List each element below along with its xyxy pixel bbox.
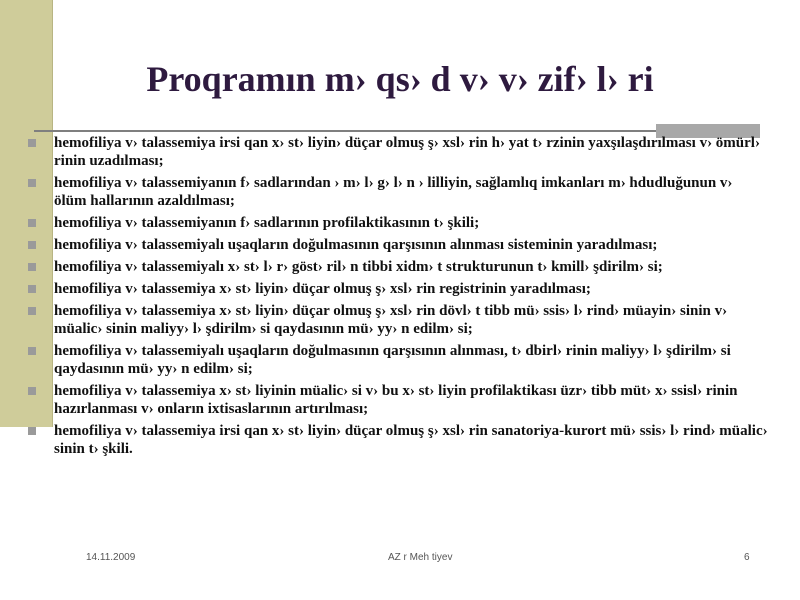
bullet-item: [28, 422, 768, 458]
bullet-item: [28, 236, 768, 254]
bullet-text: hemofiliya v› talassemiya x› st› liyin› düçar olmuş ş› xsl› rin registrinin yaradılması;: [54, 281, 591, 297]
bullet-text: hemofiliya v› talassemiyalı uşaqların doğulmasının qarşısının alınması, t› dbirl› rinin maliyy› l› şdirilm› si qaydasının mü› yy› n edilm› si;: [54, 343, 731, 377]
bullet-item: [28, 174, 768, 210]
bullet-item: [28, 214, 768, 232]
square-bullet-icon: [28, 219, 36, 227]
footer-page-number: 6: [744, 552, 750, 563]
title-divider: [34, 130, 728, 132]
bullet-item: [28, 302, 768, 338]
bullet-item: [28, 134, 768, 170]
bullet-text: hemofiliya v› talassemiya x› st› liyin› düçar olmuş ş› xsl› rin dövl› t tibb mü› ssis› l› rind› müayin› sinin v› müalic› sinin maliyy› l› şdirilm› si qaydasının mü› yy› n edilm› si;: [54, 303, 728, 337]
bullet-text: hemofiliya v› talassemiya x› st› liyinin müalic› si v› bu x› st› liyin profilaktikası üzr› tibb müt› x› ssisl› rinin hazırlanması v› onların ixtisaslarının artırılması;: [54, 383, 738, 417]
square-bullet-icon: [28, 427, 36, 435]
bullet-text: hemofiliya v› talassemiyanın f› sadlarının profilaktikasının t› şkili;: [54, 215, 480, 231]
square-bullet-icon: [28, 241, 36, 249]
bullet-item: [28, 280, 768, 298]
footer-author: AZ r Meh tiyev: [388, 552, 453, 563]
bullet-item: [28, 342, 768, 378]
bullet-text: hemofiliya v› talassemiyalı x› st› l› r› göst› ril› n tibbi xidm› t strukturunun t› kmill› şdirilm› si;: [54, 259, 663, 275]
square-bullet-icon: [28, 179, 36, 187]
footer-date: 14.11.2009: [86, 552, 136, 563]
bullet-text: hemofiliya v› talassemiyalı uşaqların doğulmasının qarşısının alınması sisteminin yaradılması;: [54, 237, 658, 253]
bullet-text: hemofiliya v› talassemiya irsi qan x› st› liyin› düçar olmuş ş› xsl› rin h› yat t› rzinin yaxşılaşdırılması v› ömürl› rinin uzadılması;: [54, 135, 760, 169]
bullet-item: [28, 258, 768, 276]
square-bullet-icon: [28, 139, 36, 147]
bullet-item: [28, 382, 768, 418]
square-bullet-icon: [28, 347, 36, 355]
square-bullet-icon: [28, 263, 36, 271]
square-bullet-icon: [28, 307, 36, 315]
square-bullet-icon: [28, 285, 36, 293]
bullet-list: [28, 134, 768, 462]
bullet-text: hemofiliya v› talassemiyanın f› sadlarından › m› l› g› l› n › lilliyin, sağlamlıq imkanları m› hdudluğunun v› ölüm hallarının azaldılması;: [54, 175, 733, 209]
bullet-text: hemofiliya v› talassemiya irsi qan x› st› liyin› düçar olmuş ş› xsl› rin sanatoriya-kurort mü› ssis› l› rind› müalic› sinin t› şkili.: [54, 423, 768, 457]
slide-title: Proqramın m› qs› d v› v› zif› l› ri: [146, 59, 654, 99]
square-bullet-icon: [28, 387, 36, 395]
